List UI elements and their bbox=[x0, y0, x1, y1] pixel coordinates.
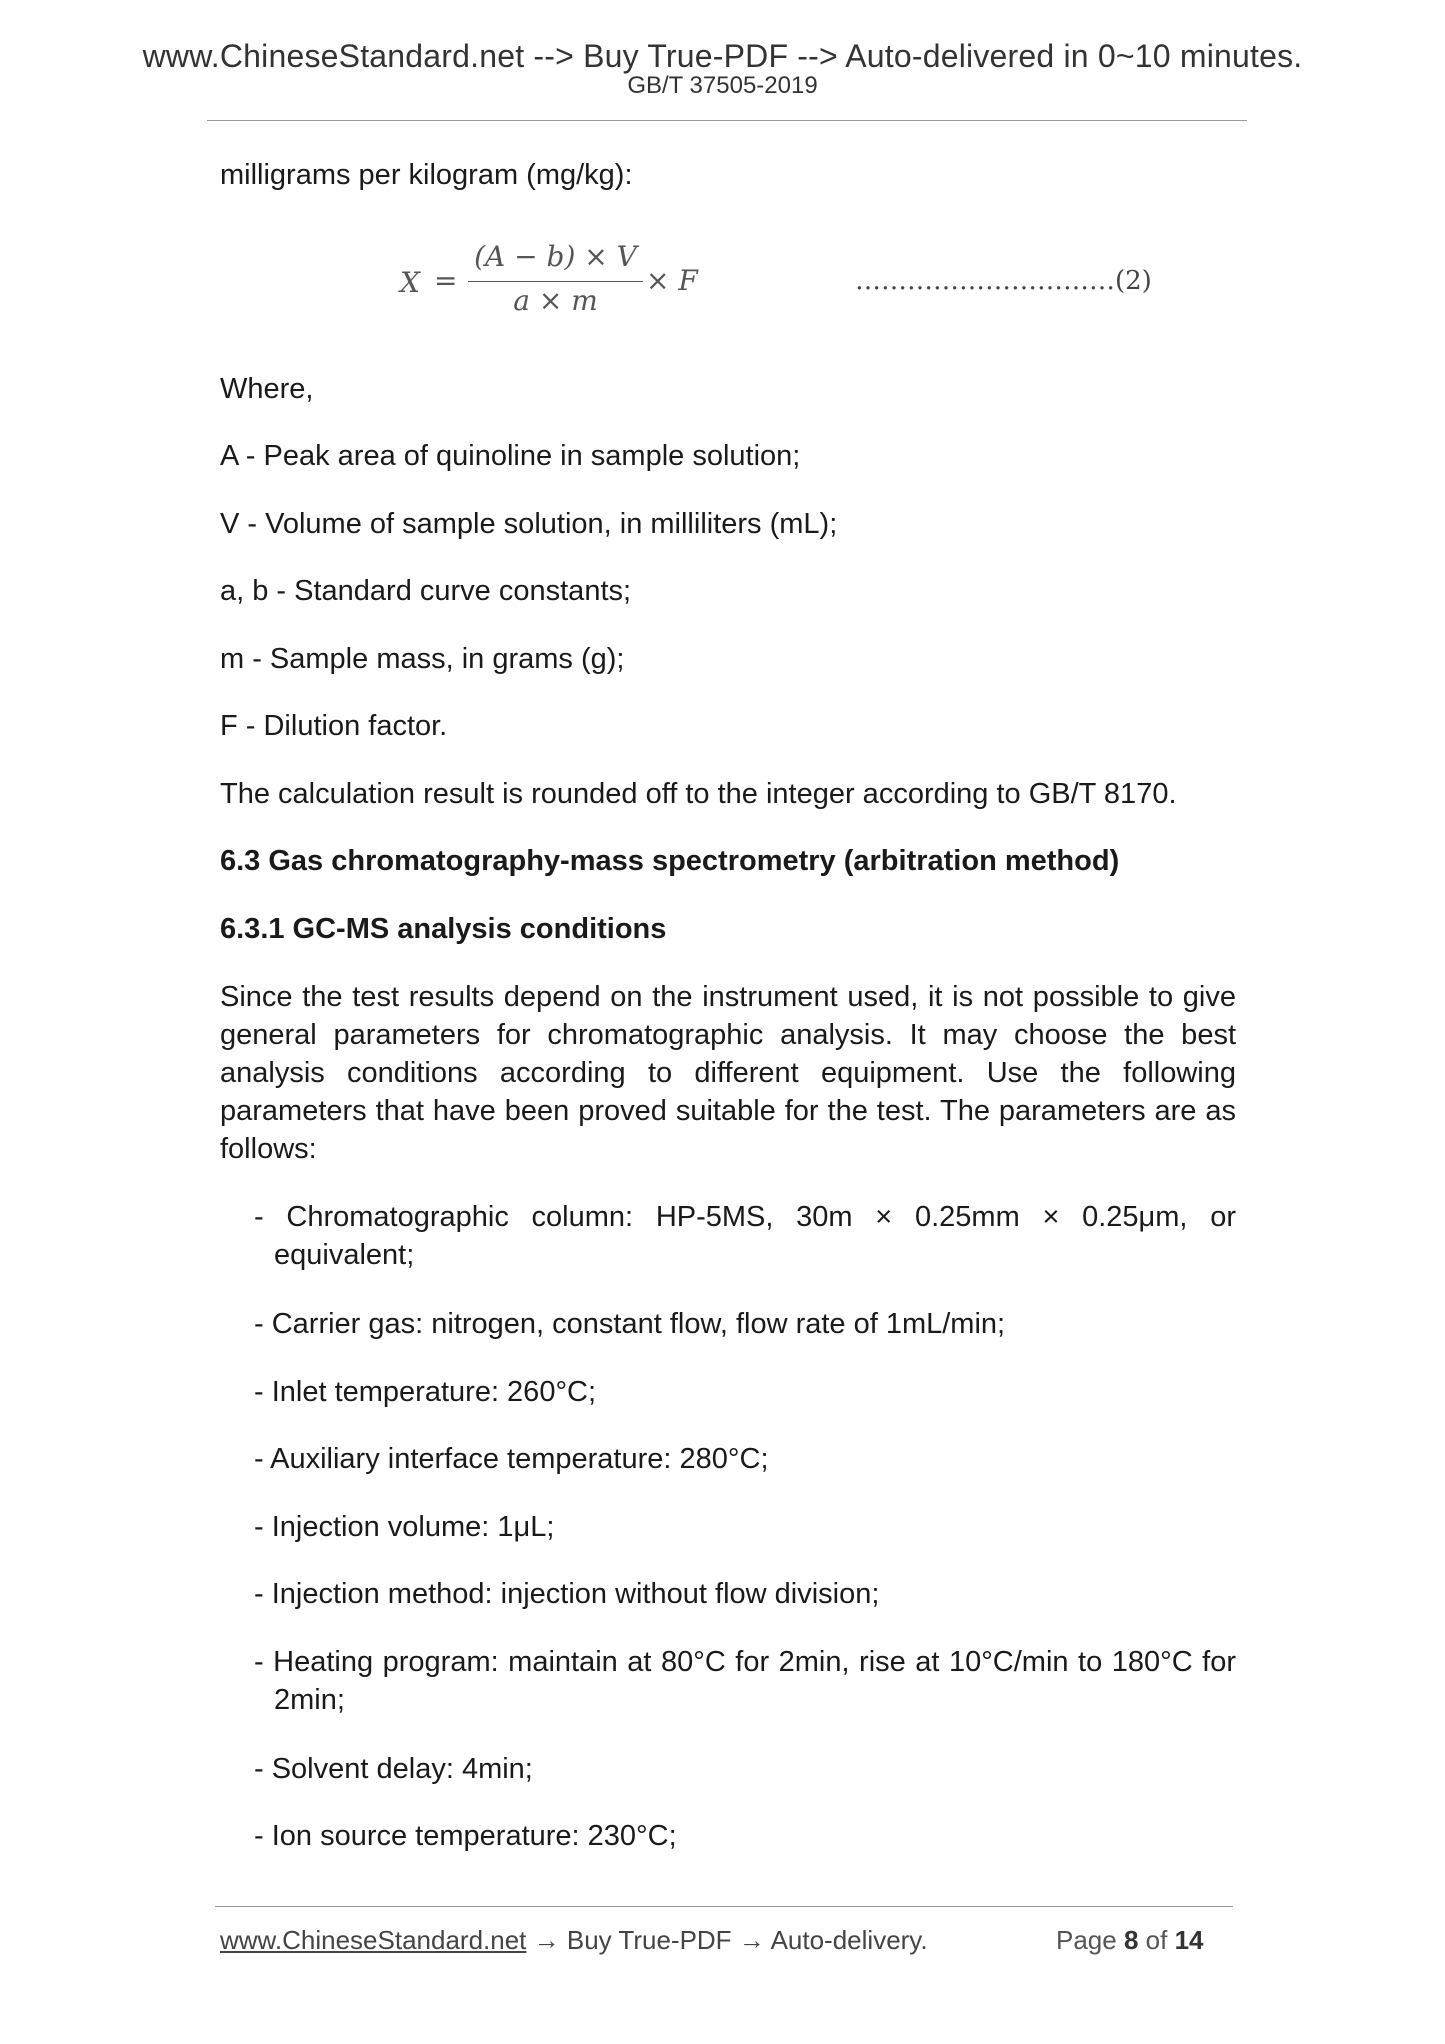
fraction-bar bbox=[468, 281, 643, 282]
standard-code: GB/T 37505-2019 bbox=[627, 72, 818, 99]
definition-item: m - Sample mass, in grams (g); bbox=[220, 643, 625, 675]
of-label: of bbox=[1145, 1925, 1168, 1955]
page-total: 14 bbox=[1174, 1925, 1204, 1955]
parameter-text: - Ion source temperature: 230°C; bbox=[254, 1820, 677, 1852]
intro-text: milligrams per kilogram (mg/kg): bbox=[220, 159, 633, 191]
section-heading: 6.3 Gas chromatography-mass spectrometry (arbitration method) bbox=[220, 845, 1120, 877]
parameter-item bbox=[254, 1750, 1236, 1788]
parameter-item bbox=[254, 1440, 1236, 1478]
parameter-item bbox=[254, 1198, 1236, 1274]
parameter-text: - Carrier gas: nitrogen, constant flow, flow rate of 1mL/min; bbox=[254, 1308, 1006, 1340]
parameter-item bbox=[254, 1373, 1236, 1411]
header-divider bbox=[207, 120, 1247, 121]
page-label: Page bbox=[1056, 1925, 1117, 1955]
parameter-text: - Injection volume: 1μL; bbox=[254, 1511, 555, 1543]
footer-promo bbox=[220, 1925, 928, 1956]
parameter-item bbox=[254, 1575, 1236, 1613]
footer-promo-text: → Buy True-PDF → Auto-delivery. bbox=[526, 1925, 928, 1955]
formula-lhs: X bbox=[400, 266, 420, 299]
parameter-text: - Inlet temperature: 260°C; bbox=[254, 1376, 597, 1408]
parameter-text: - Chromatographic column: HP-5MS, 30m × 0.25mm × 0.25μm, or equivalent; bbox=[254, 1201, 1236, 1271]
parameter-text: - Auxiliary interface temperature: 280°C; bbox=[254, 1443, 769, 1475]
equation-number: …………………………(2) bbox=[855, 266, 1152, 296]
rounding-note: The calculation result is rounded off to the integer according to GB/T 8170. bbox=[220, 778, 1177, 810]
definition-item: A - Peak area of quinoline in sample solution; bbox=[220, 440, 801, 472]
where-label: Where, bbox=[220, 373, 314, 405]
definition-item: a, b - Standard curve constants; bbox=[220, 575, 632, 607]
definition-item: F - Dilution factor. bbox=[220, 710, 448, 742]
formula-multiplier: × F bbox=[646, 264, 698, 297]
parameter-item bbox=[254, 1508, 1236, 1546]
parameter-item bbox=[254, 1817, 1236, 1855]
footer-site-link[interactable]: www.ChineseStandard.net bbox=[220, 1925, 527, 1955]
body-paragraph: Since the test results depend on the instrument used, it is not possible to give general parameters for chromatographic analysis. It may choose the best analysis conditions according to different equipment. Use the following parameters that have been proved suitable for the test. The parameters are as follows: bbox=[220, 981, 1236, 1165]
subsection-heading: 6.3.1 GC-MS analysis conditions bbox=[220, 913, 667, 945]
page-current: 8 bbox=[1123, 1925, 1139, 1955]
formula-denominator: a × m bbox=[513, 284, 598, 317]
parameter-text: - Solvent delay: 4min; bbox=[254, 1753, 533, 1785]
parameter-text: - Heating program: maintain at 80°C for 2min, rise at 10°C/min to 180°C for 2min; bbox=[254, 1646, 1236, 1716]
formula-equals: = bbox=[434, 264, 458, 297]
parameter-text: - Injection method: injection without flow division; bbox=[254, 1578, 880, 1610]
header-banner: www.ChineseStandard.net --> Buy True-PDF --> Auto-delivered in 0~10 minutes. bbox=[142, 38, 1303, 74]
definition-item: V - Volume of sample solution, in milliliters (mL); bbox=[220, 508, 838, 540]
page-indicator bbox=[1056, 1925, 1204, 1956]
parameter-item bbox=[254, 1643, 1236, 1719]
footer-divider bbox=[215, 1906, 1233, 1907]
formula-numerator: (A − b) × V bbox=[474, 240, 637, 273]
parameter-item bbox=[254, 1305, 1236, 1343]
